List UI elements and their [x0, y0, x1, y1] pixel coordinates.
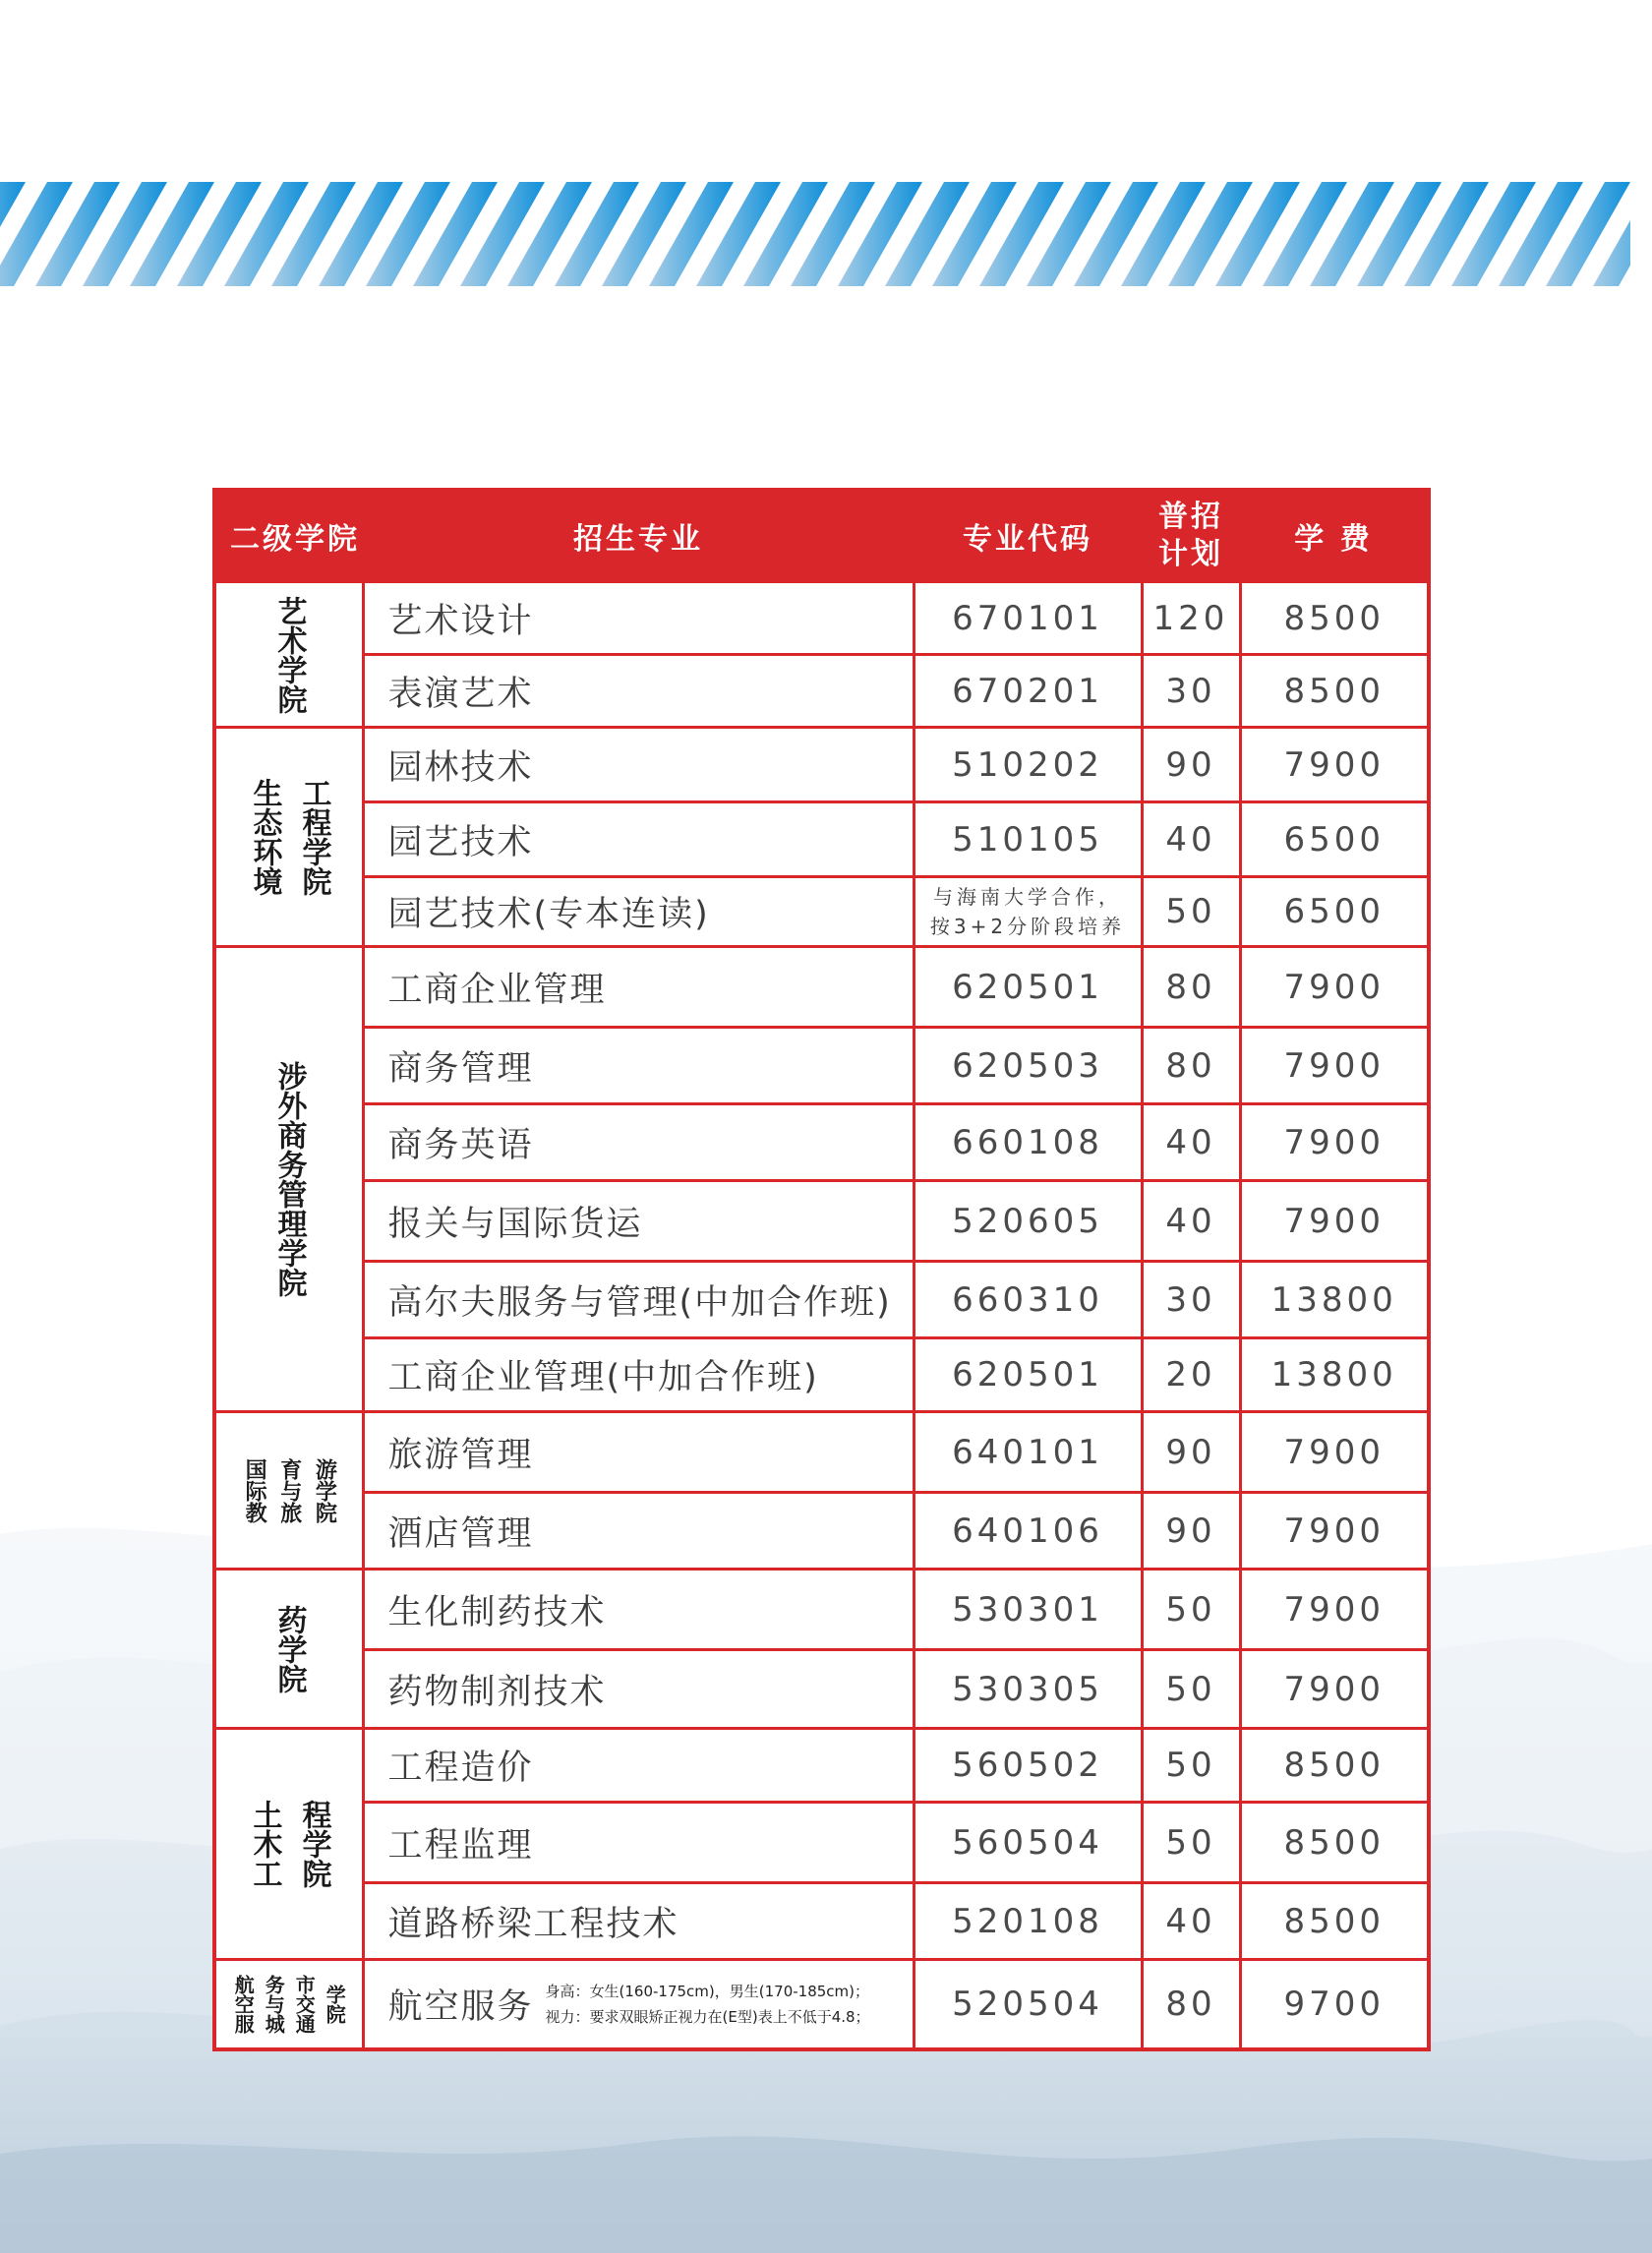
fee-cell: 13800	[1240, 1262, 1429, 1338]
plan-cell: 50	[1142, 1650, 1240, 1729]
fee-cell: 8500	[1240, 1883, 1429, 1960]
header-plan	[1142, 490, 1240, 582]
code-cell: 640101	[914, 1412, 1142, 1493]
major-cell: 园林技术	[363, 728, 914, 802]
header-major: 招生专业	[363, 490, 914, 582]
code-note-cell	[914, 877, 1142, 947]
code-cell: 520605	[914, 1181, 1142, 1262]
fee-cell: 7900	[1240, 1570, 1429, 1650]
fee-cell: 6500	[1240, 802, 1429, 877]
college-cell	[214, 1960, 363, 2050]
fee-cell: 7900	[1240, 1493, 1429, 1570]
code-cell: 660108	[914, 1104, 1142, 1181]
table-row	[214, 947, 1429, 1028]
diagonal-stripe-band	[0, 182, 1630, 286]
requirements-note	[546, 1979, 870, 2030]
plan-cell: 90	[1142, 1412, 1240, 1493]
college-name-col1: 航空服	[231, 1975, 256, 2034]
table-row	[214, 1104, 1429, 1181]
college-name-col4: 学院	[323, 1985, 347, 2024]
fee-cell: 9700	[1240, 1960, 1429, 2050]
code-cell: 520108	[914, 1883, 1142, 1960]
table-row	[214, 1338, 1429, 1412]
code-note-line1: 与海南大学合作，	[933, 885, 1122, 909]
plan-cell: 40	[1142, 1883, 1240, 1960]
college-cell	[214, 1412, 363, 1570]
major-cell: 商务管理	[363, 1028, 914, 1104]
college-cell	[214, 1729, 363, 1960]
table-row	[214, 1650, 1429, 1729]
code-cell: 670101	[914, 582, 1142, 655]
height-requirement: 身高：女生(160-175cm)，男生(170-185cm)；	[545, 1983, 869, 2000]
plan-cell: 50	[1142, 1570, 1240, 1650]
code-cell: 660310	[914, 1262, 1142, 1338]
major-cell: 工商企业管理(中加合作班)	[363, 1338, 914, 1412]
plan-cell: 80	[1142, 1960, 1240, 2050]
major-cell: 药物制剂技术	[363, 1650, 914, 1729]
plan-cell: 120	[1142, 582, 1240, 655]
college-cell	[214, 1570, 363, 1729]
major-cell: 道路桥梁工程技术	[363, 1883, 914, 1960]
college-name-col1: 国际教	[242, 1457, 267, 1523]
code-cell: 530305	[914, 1650, 1142, 1729]
table-row	[214, 728, 1429, 802]
major-cell: 高尔夫服务与管理(中加合作班)	[363, 1262, 914, 1338]
admissions-table	[212, 488, 1431, 2051]
table-row	[214, 1262, 1429, 1338]
major-cell: 工程造价	[363, 1729, 914, 1803]
major-cell: 表演艺术	[363, 655, 914, 728]
fee-cell: 8500	[1240, 1729, 1429, 1803]
table-row	[214, 1493, 1429, 1570]
plan-cell: 50	[1142, 877, 1240, 947]
code-cell: 520504	[914, 1960, 1142, 2050]
college-cell	[214, 728, 363, 947]
table-row	[214, 1181, 1429, 1262]
header-plan-line1: 普招	[1158, 500, 1223, 534]
major-cell: 园艺技术(专本连读)	[363, 877, 914, 947]
header-college: 二级学院	[214, 490, 363, 582]
fee-cell: 8500	[1240, 655, 1429, 728]
college-cell	[214, 582, 363, 728]
plan-cell: 90	[1142, 728, 1240, 802]
fee-cell: 7900	[1240, 1412, 1429, 1493]
code-cell: 670201	[914, 655, 1142, 728]
fee-cell: 8500	[1240, 1803, 1429, 1883]
major-cell: 生化制药技术	[363, 1570, 914, 1650]
college-name-col1: 土木工	[247, 1800, 282, 1888]
fee-cell: 7900	[1240, 947, 1429, 1028]
college-name-col3: 市交通	[292, 1975, 317, 2034]
plan-cell: 40	[1142, 802, 1240, 877]
fee-cell: 7900	[1240, 1104, 1429, 1181]
college-name: 涉外商务管理学院	[271, 1061, 307, 1297]
plan-cell: 50	[1142, 1803, 1240, 1883]
major-with-requirements	[388, 1979, 913, 2030]
fee-cell: 7900	[1240, 1650, 1429, 1729]
fee-cell: 13800	[1240, 1338, 1429, 1412]
plan-cell: 30	[1142, 1262, 1240, 1338]
table-header-row	[214, 490, 1429, 582]
college-name-col1: 生态环境	[247, 778, 282, 896]
major-cell: 艺术设计	[363, 582, 914, 655]
college-name-col2: 务与城	[262, 1975, 286, 2034]
plan-cell: 90	[1142, 1493, 1240, 1570]
plan-cell: 80	[1142, 947, 1240, 1028]
fee-cell: 6500	[1240, 877, 1429, 947]
college-cell	[214, 947, 363, 1412]
plan-cell: 50	[1142, 1729, 1240, 1803]
college-name-col2: 程学院	[296, 1800, 331, 1888]
header-fee: 学 费	[1240, 490, 1429, 582]
table-row	[214, 1028, 1429, 1104]
header-code: 专业代码	[914, 490, 1142, 582]
code-cell: 560504	[914, 1803, 1142, 1883]
plan-cell: 40	[1142, 1104, 1240, 1181]
table-row	[214, 1729, 1429, 1803]
code-cell: 510105	[914, 802, 1142, 877]
code-cell: 560502	[914, 1729, 1142, 1803]
header-plan-line2: 计划	[1158, 537, 1223, 571]
code-cell: 620501	[914, 947, 1142, 1028]
code-cell: 530301	[914, 1570, 1142, 1650]
college-name: 艺术学院	[271, 595, 307, 714]
table-row	[214, 1883, 1429, 1960]
table-row	[214, 802, 1429, 877]
table-row	[214, 1960, 1429, 2050]
fee-cell: 7900	[1240, 1028, 1429, 1104]
plan-cell: 80	[1142, 1028, 1240, 1104]
major-cell: 酒店管理	[363, 1493, 914, 1570]
major-cell	[363, 1960, 914, 2050]
college-name: 药学院	[271, 1604, 307, 1693]
college-name-col2: 工程学院	[296, 778, 331, 896]
fee-cell: 7900	[1240, 1181, 1429, 1262]
code-cell: 510202	[914, 728, 1142, 802]
table-row	[214, 1412, 1429, 1493]
code-note-line2: 按3+2分阶段培养	[929, 915, 1126, 938]
table-row	[214, 1570, 1429, 1650]
table-row	[214, 1803, 1429, 1883]
major-cell: 报关与国际货运	[363, 1181, 914, 1262]
code-cell: 640106	[914, 1493, 1142, 1570]
major-cell: 商务英语	[363, 1104, 914, 1181]
table-row	[214, 582, 1429, 655]
plan-cell: 20	[1142, 1338, 1240, 1412]
college-name-col3: 游学院	[312, 1457, 337, 1523]
admissions-table-container	[212, 488, 1427, 2051]
college-name-col2: 育与旅	[276, 1457, 302, 1523]
major-name: 航空服务	[387, 1987, 534, 2027]
major-cell: 旅游管理	[363, 1412, 914, 1493]
plan-cell: 30	[1142, 655, 1240, 728]
table-row	[214, 877, 1429, 947]
major-cell: 工程监理	[363, 1803, 914, 1883]
table-row	[214, 655, 1429, 728]
code-cell: 620503	[914, 1028, 1142, 1104]
vision-requirement: 视力：要求双眼矫正视力在(E型)表上不低于4.8；	[545, 2008, 870, 2026]
major-cell: 园艺技术	[363, 802, 914, 877]
fee-cell: 8500	[1240, 582, 1429, 655]
code-cell: 620501	[914, 1338, 1142, 1412]
plan-cell: 40	[1142, 1181, 1240, 1262]
fee-cell: 7900	[1240, 728, 1429, 802]
major-cell: 工商企业管理	[363, 947, 914, 1028]
